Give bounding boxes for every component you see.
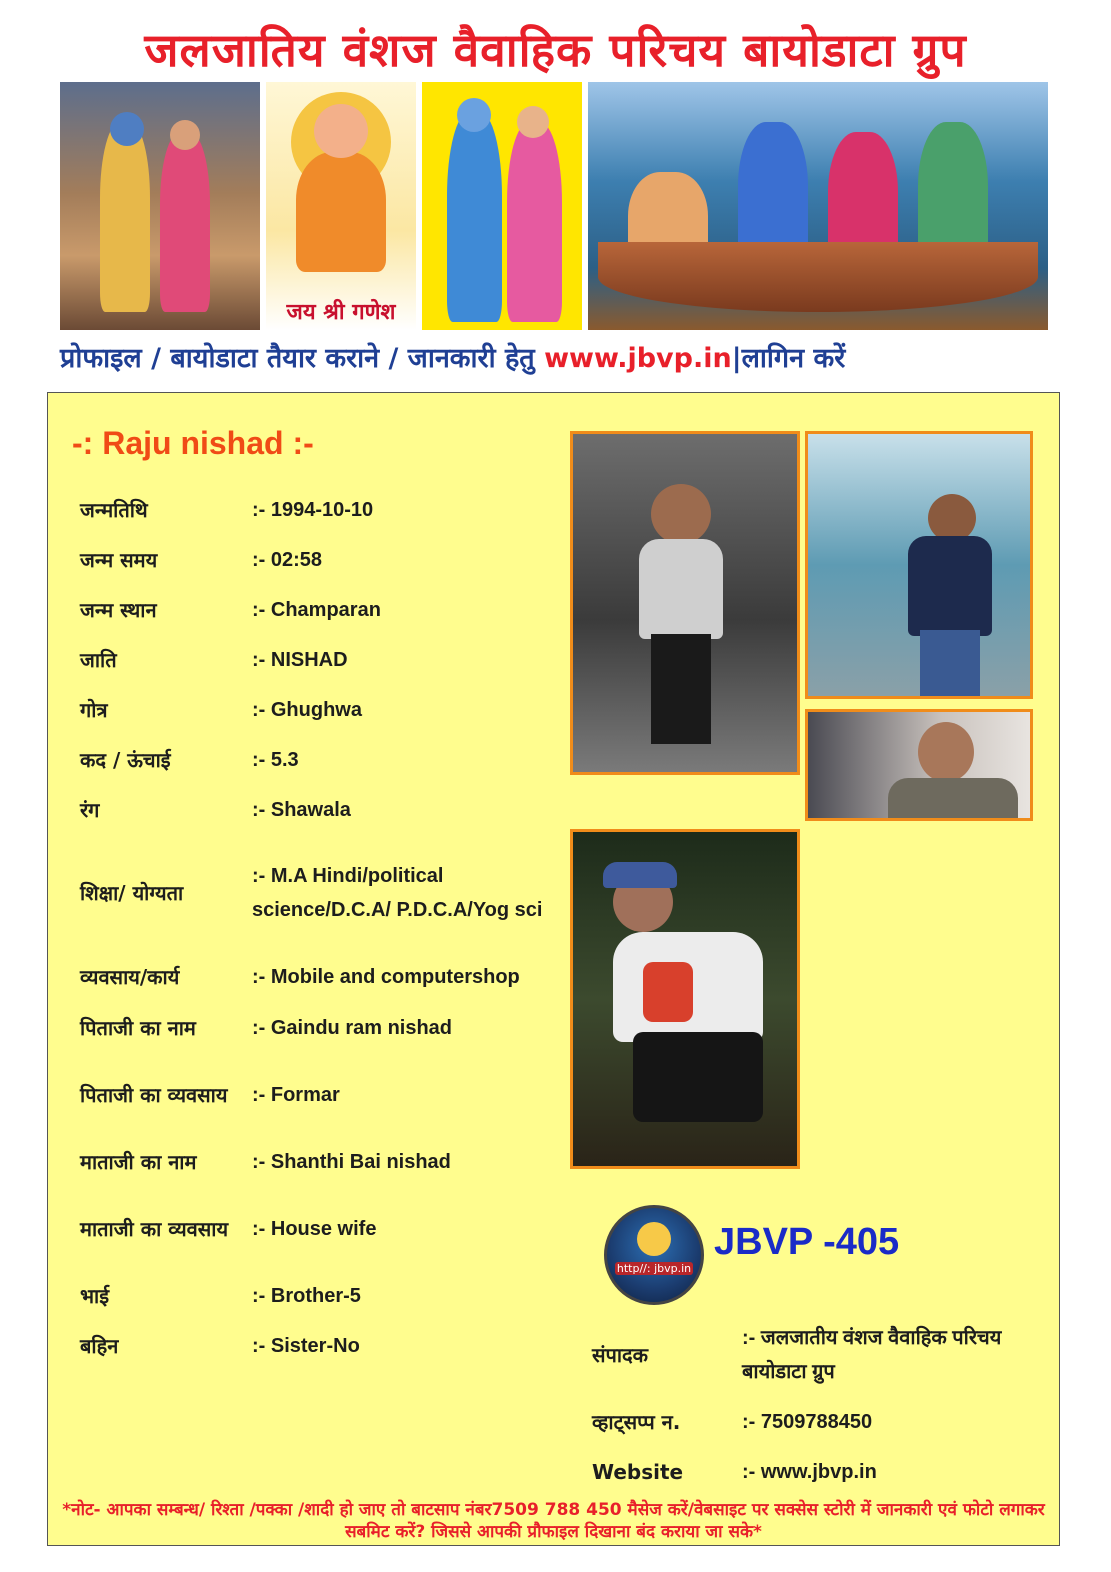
field-value: :- Formar — [252, 1084, 340, 1106]
field-value: :- 02:58 — [252, 549, 323, 571]
banner-panel-rama-sita-yellow — [422, 82, 582, 330]
field-row-gotra — [80, 685, 570, 735]
field-label: माताजी का नाम — [80, 1150, 197, 1174]
whatsapp-number[interactable]: :- 7509788450 — [742, 1411, 873, 1433]
field-value: :- 5.3 — [252, 749, 299, 771]
field-label: माताजी का व्यवसाय — [80, 1217, 229, 1241]
logo-text: http//: jbvp.in — [616, 1262, 692, 1275]
field-row-birth-time — [80, 535, 570, 585]
boat-shape — [598, 242, 1038, 312]
field-label: जन्म स्थान — [80, 598, 157, 622]
field-row-dob — [80, 485, 570, 535]
contact-label: संपादक — [592, 1343, 649, 1367]
field-label: व्यवसाय/कार्य — [80, 965, 180, 989]
banner-panel-rama-sita — [60, 82, 260, 330]
login-text: लागिन करें — [741, 343, 846, 374]
field-value: :- Mobile and computershop — [252, 966, 520, 988]
field-value: :- M.A Hindi/political science/D.C.A/ P.D.C.A/Yog sci — [252, 865, 543, 921]
page-title: जलजातिय वंशज वैवाहिक परिचय बायोडाटा ग्रुप — [144, 23, 967, 77]
field-row-sisters — [80, 1321, 570, 1371]
field-value: :- House wife — [252, 1218, 377, 1240]
field-row-father-occupation — [80, 1053, 570, 1137]
field-label: पिताजी का नाम — [80, 1016, 196, 1040]
field-row-height — [80, 735, 570, 785]
banner-caption: जय श्री गणेश — [286, 300, 396, 325]
field-value: :- Shanthi Bai nishad — [252, 1151, 451, 1173]
field-label: जन्म समय — [80, 548, 158, 572]
profile-photo-selfie — [805, 709, 1033, 821]
contact-row-website — [592, 1447, 1052, 1497]
field-row-occupation — [80, 951, 570, 1003]
contact-details — [592, 1313, 1052, 1497]
contact-row-whatsapp — [592, 1397, 1052, 1447]
field-label: कद / ऊंचाई — [80, 748, 171, 772]
field-value: :- Sister-No — [252, 1335, 360, 1357]
field-row-caste — [80, 635, 570, 685]
field-label: जाति — [80, 648, 117, 672]
field-label: शिक्षा/ योग्यता — [80, 881, 184, 905]
field-row-father-name — [80, 1003, 570, 1053]
profile-photo-bridge — [805, 431, 1033, 699]
profile-id: JBVP -405 — [714, 1221, 900, 1263]
field-value: :- Gaindu ram nishad — [252, 1017, 453, 1039]
field-label: भाई — [80, 1284, 110, 1308]
field-label: बहिन — [80, 1334, 119, 1358]
profile-details — [80, 485, 570, 1371]
field-value: :- 1994-10-10 — [252, 499, 374, 521]
profile-name: -: Raju nishad :- — [72, 425, 314, 461]
field-label: जन्मतिथि — [80, 498, 148, 522]
field-label: पिताजी का व्यवसाय — [80, 1083, 228, 1107]
field-label: गोत्र — [80, 698, 108, 722]
field-value: :- Ghughwa — [252, 699, 362, 721]
field-row-education — [80, 835, 570, 951]
field-value: :- Shawala — [252, 799, 351, 821]
field-row-mother-name — [80, 1137, 570, 1187]
profile-photo-gym — [570, 431, 800, 775]
contact-label: Website — [592, 1460, 684, 1484]
banner-panel-ganesha — [266, 82, 416, 330]
contact-row-editor — [592, 1313, 1052, 1397]
banner-panel-boat — [588, 82, 1048, 330]
contact-value: :- जलजातीय वंशज वैवाहिक परिचय बायोडाटा ग्रुप — [742, 1327, 1002, 1383]
field-value: :- Champaran — [252, 599, 381, 621]
field-row-complexion — [80, 785, 570, 835]
field-row-mother-occupation — [80, 1187, 570, 1271]
field-value: :- Brother-5 — [252, 1285, 361, 1307]
field-value: :- NISHAD — [252, 649, 348, 671]
subheader-text: प्रोफाइल / बायोडाटा तैयार कराने / जानकारी हेतु — [60, 343, 535, 374]
website-link[interactable]: www.jbvp.in — [544, 343, 732, 374]
footer-note: *नोट- आपका सम्बन्ध/ रिश्ता /पक्का /शादी हो जाए तो बाटसाप नंबर7509 788 450 मैसेज करें/वेबसाइट पर सक्सेस स्टोरी में जानकारी एवं फोटो लगाकर सबमिट करें? जिससे आपकी प्रौफाइल दिखाना बंद कराया जा सके* — [62, 1500, 1045, 1542]
subheader: प्रोफाइल / बायोडाटा तैयार कराने / जानकारी हेतु www.jbvp.in|लागिन करें — [60, 343, 846, 374]
website-url[interactable]: :- www.jbvp.in — [742, 1461, 877, 1483]
profile-card — [47, 392, 1060, 1546]
profile-photo-tree — [570, 829, 800, 1169]
field-row-birth-place — [80, 585, 570, 635]
field-row-brothers — [80, 1271, 570, 1321]
deity-banner — [60, 82, 1048, 330]
contact-label: व्हाट्सप्प न. — [592, 1410, 681, 1434]
field-label: रंग — [80, 798, 100, 822]
jbvp-logo — [604, 1205, 704, 1305]
